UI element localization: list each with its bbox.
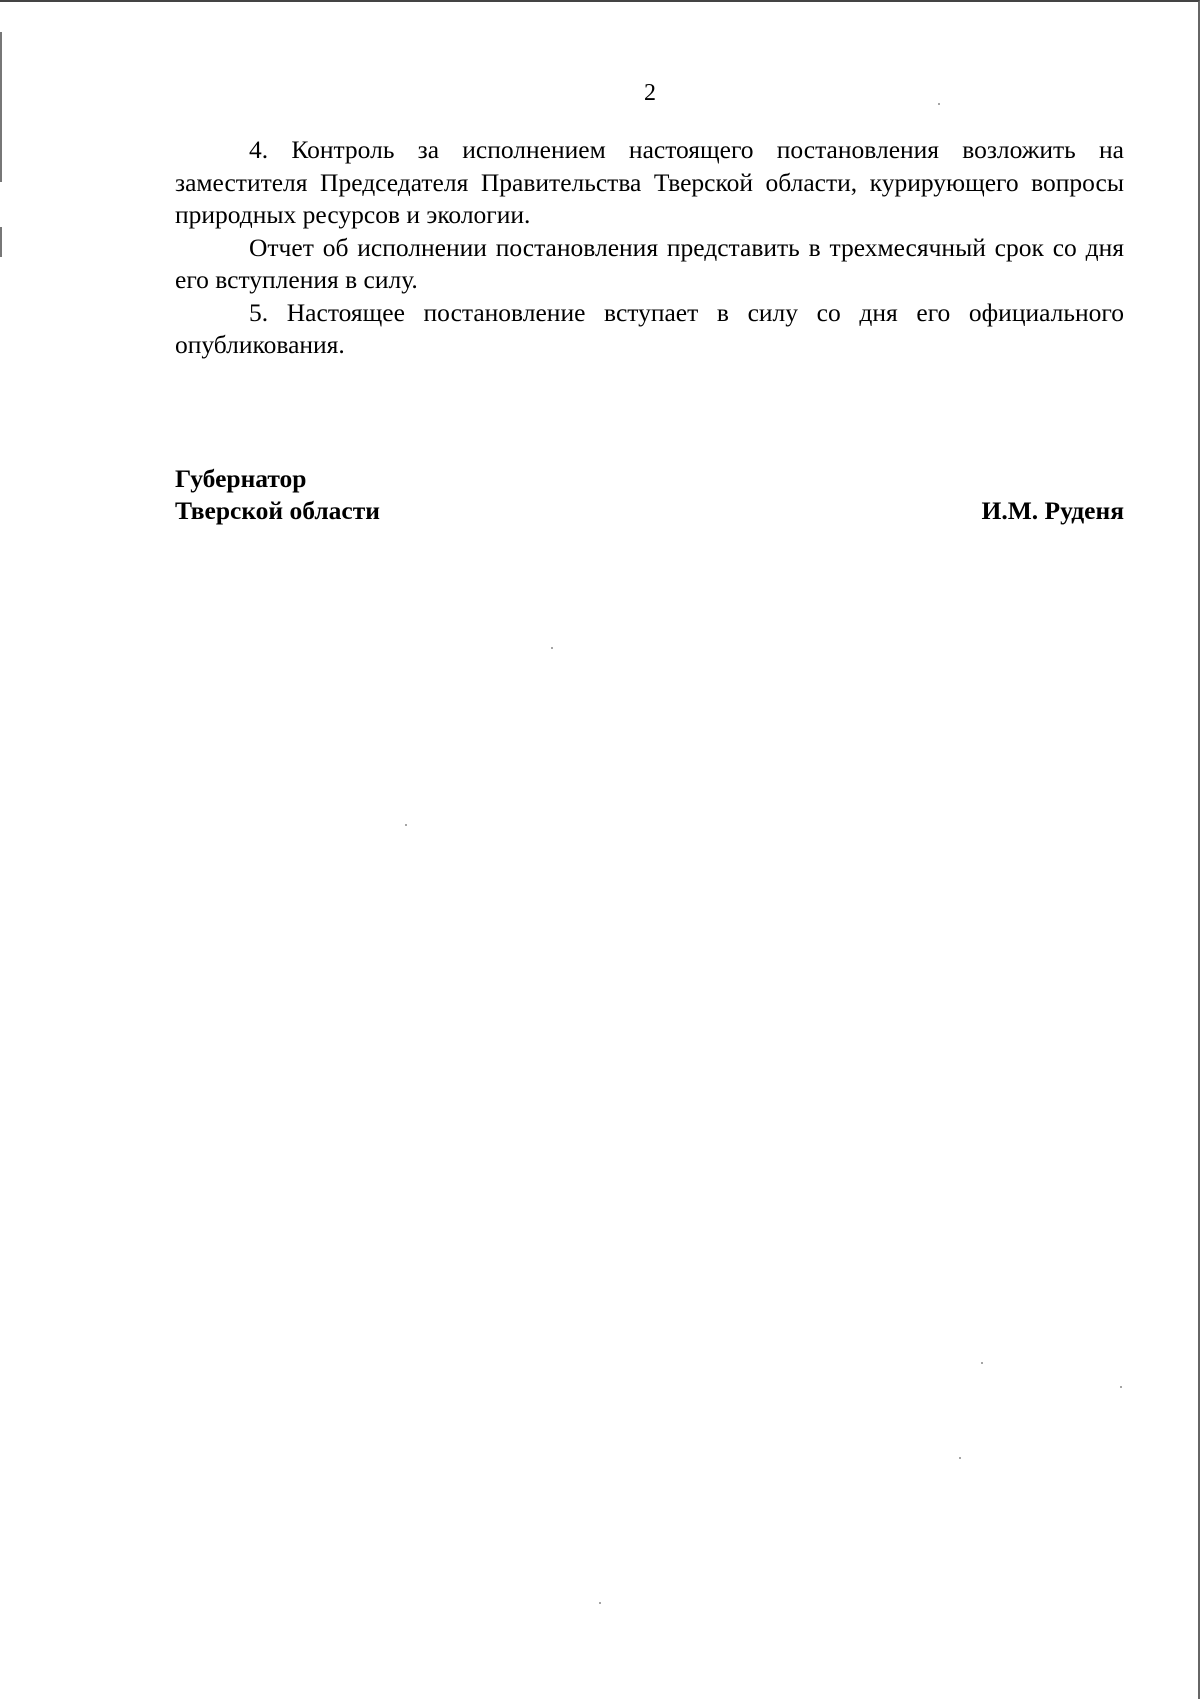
scan-speck <box>1120 1386 1122 1388</box>
scan-speck <box>599 1602 601 1604</box>
scan-speck <box>551 647 553 649</box>
scan-speck <box>959 1457 961 1459</box>
paragraph: 5. Настоящее постановление вступает в силу со дня его официального опубликования. <box>175 297 1124 359</box>
scan-speck <box>938 103 940 105</box>
scan-speck <box>405 824 407 826</box>
signature-block <box>175 463 1124 527</box>
signatory-position-line2: Тверской области <box>175 496 380 525</box>
scan-edge-mark <box>0 227 2 257</box>
signatory-position-line1: Губернатор <box>175 464 307 493</box>
page-number: 2 <box>644 80 656 106</box>
document-body <box>175 134 1124 362</box>
paragraph: Отчет об исполнении постановления представить в трехмесячный срок со дня его вступления в силу. <box>175 232 1124 294</box>
scan-speck <box>981 1362 983 1364</box>
signatory-name: И.М. Руденя <box>981 496 1124 525</box>
paragraph: 4. Контроль за исполнением настоящего постановления возложить на заместителя Председателя Правительства Тверской области, курирующего вопросы природных ресурсов и экологии. <box>175 135 1124 229</box>
